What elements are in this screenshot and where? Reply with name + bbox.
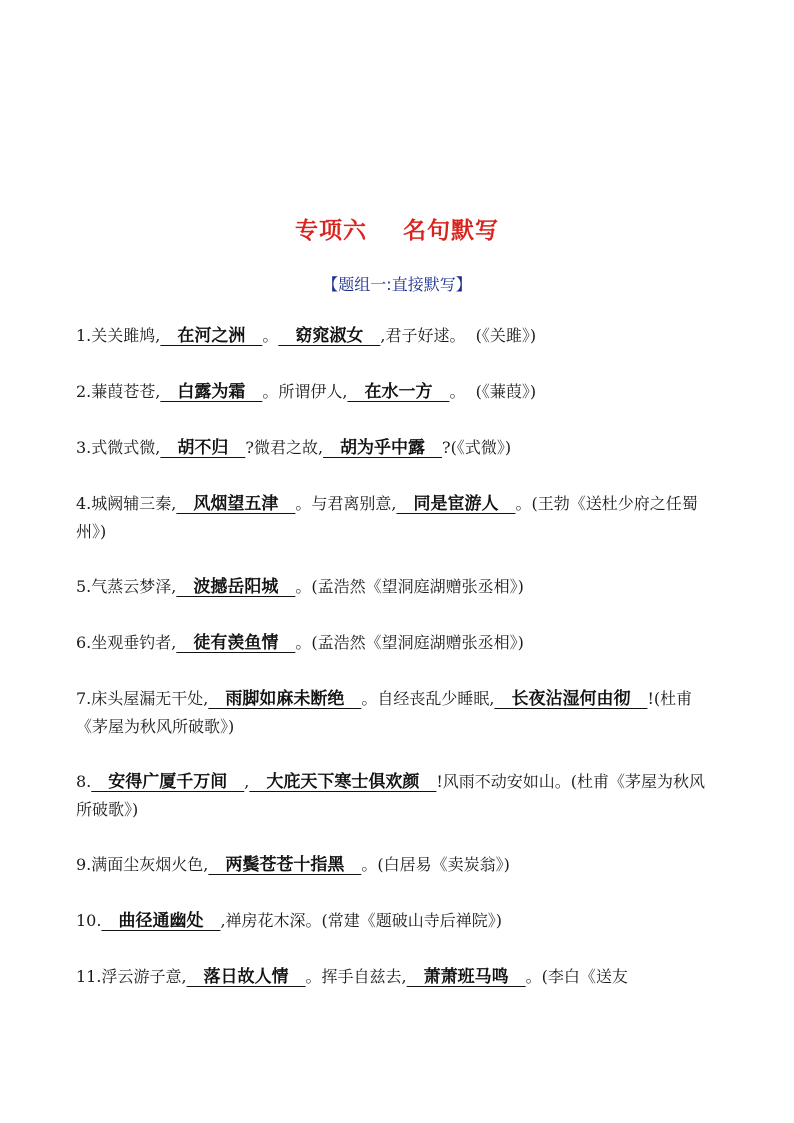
question-item [76, 322, 720, 350]
answer-blank: 波撼岳阳城 [176, 577, 296, 597]
question-text: 。与君离别意, [295, 494, 397, 513]
question-text: , [244, 772, 250, 791]
question-item [76, 907, 720, 935]
question-text: 11.浮云游子意, [76, 967, 187, 986]
answer-blank: 安得广厦千万间 [91, 772, 245, 792]
answer-blank: 大庇天下寒士俱欢颜 [249, 772, 437, 792]
question-text: 5.气蒸云梦泽, [76, 577, 177, 596]
question-text: ,君子好逑。 (《关雎》) [380, 326, 537, 345]
answer-blank: 白露为霜 [160, 382, 263, 402]
page-title: 专项六 名句默写 [294, 218, 500, 244]
question-text: 3.式微式微, [76, 438, 161, 457]
answer-blank: 长夜沾湿何由彻 [494, 689, 648, 709]
question-text: 。自经丧乱少睡眠, [361, 689, 495, 708]
question-text: 4.城阙辅三秦, [76, 494, 177, 513]
question-text: 。挥手自兹去, [305, 967, 407, 986]
question-text: 。(白居易《卖炭翁》) [361, 855, 510, 874]
question-text: 7.床头屋漏无干处, [76, 689, 209, 708]
question-text: 6.坐观垂钓者, [76, 633, 177, 652]
answer-blank: 风烟望五津 [176, 494, 296, 514]
question-text: 。(李白《送友 [525, 967, 628, 986]
question-item [76, 963, 720, 991]
question-text: 。 (《蒹葭》) [449, 382, 537, 401]
question-item [76, 629, 720, 657]
question-item [76, 685, 720, 740]
answer-blank: 雨脚如麻未断绝 [208, 689, 362, 709]
question-text: 10. [76, 911, 102, 930]
answer-blank: 胡为乎中露 [323, 438, 443, 458]
question-text: 。(孟浩然《望洞庭湖赠张丞相》) [295, 633, 524, 652]
question-item [76, 768, 720, 823]
answer-blank: 在水一方 [347, 382, 450, 402]
question-text: 。 [262, 326, 279, 345]
answer-blank: 曲径通幽处 [101, 911, 221, 931]
question-text: 9.满面尘灰烟火色, [76, 855, 209, 874]
answer-blank: 落日故人情 [186, 967, 306, 987]
answer-blank: 萧萧班马鸣 [406, 967, 526, 987]
question-item [76, 573, 720, 601]
question-text: !风雨不动安如山。(杜甫《茅屋为秋风所破歌》) [76, 772, 706, 819]
answer-blank: 两鬓苍苍十指黑 [208, 855, 362, 875]
answer-blank: 徒有羡鱼情 [176, 633, 296, 653]
answer-blank: 胡不归 [160, 438, 246, 458]
question-text: 。(王勃《送杜少府之任蜀州》) [76, 494, 698, 541]
answer-blank: 窈窕淑女 [278, 326, 381, 346]
question-text: 2.蒹葭苍苍, [76, 382, 161, 401]
question-item [76, 851, 720, 879]
question-text: ?(《式微》) [442, 438, 512, 457]
answer-blank: 同是宦游人 [396, 494, 516, 514]
question-text: ?微君之故, [245, 438, 324, 457]
question-item [76, 378, 720, 406]
question-text: 1.关关雎鸠, [76, 326, 161, 345]
question-text: 。所谓伊人, [262, 382, 348, 401]
question-list [76, 322, 720, 1019]
question-text: !(杜甫《茅屋为秋风所破歌》) [76, 689, 693, 736]
answer-blank: 在河之洲 [160, 326, 263, 346]
question-item [76, 434, 720, 462]
question-text: 。(孟浩然《望洞庭湖赠张丞相》) [295, 577, 524, 596]
question-item [76, 490, 720, 545]
question-text: 8. [76, 772, 92, 791]
question-text: ,禅房花木深。(常建《题破山寺后禅院》) [220, 911, 503, 930]
section-heading: 【题组一:直接默写】 [322, 275, 472, 294]
